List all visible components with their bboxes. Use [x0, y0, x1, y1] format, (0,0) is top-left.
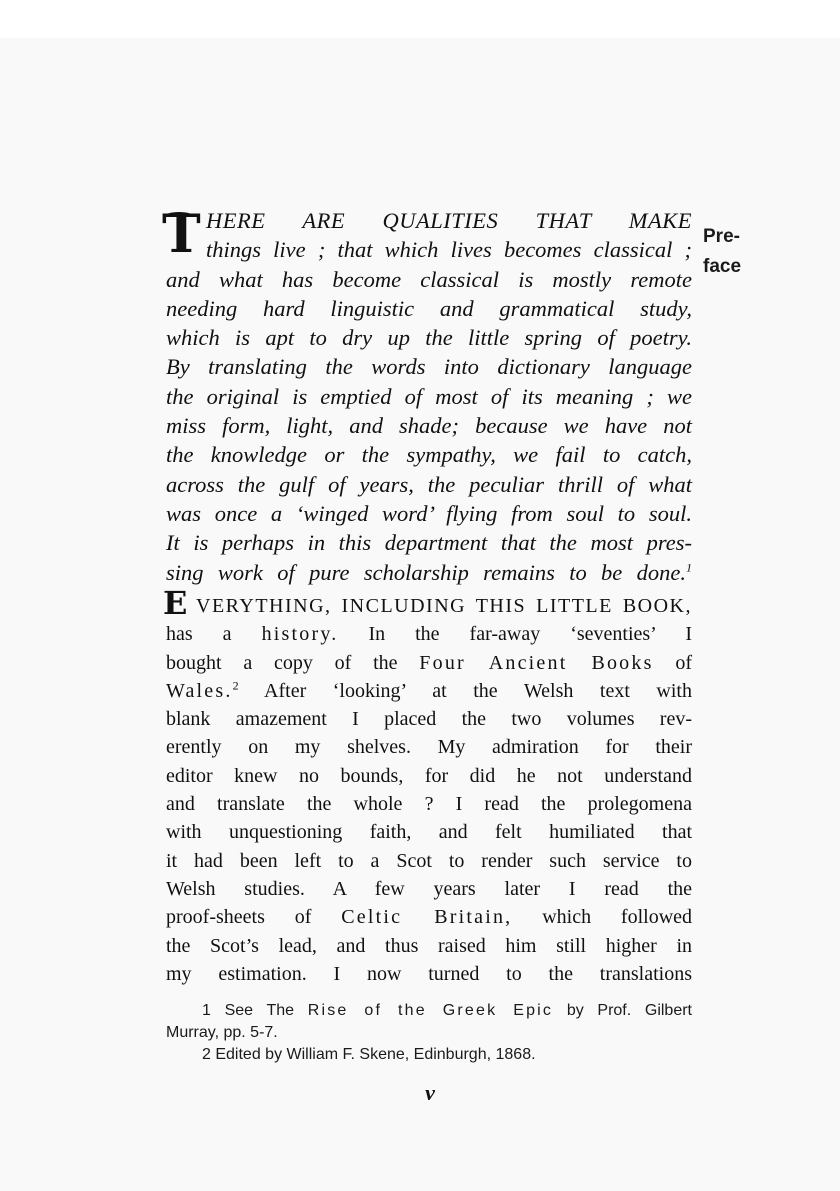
text-span: bought a copy of the	[166, 651, 398, 674]
drop-cap-t: T	[162, 204, 201, 265]
text-span: has a	[166, 623, 232, 646]
body-paragraph	[163, 584, 693, 988]
body-line: editor knew no bounds, for did he not understand	[166, 764, 692, 787]
intro-line: was once a ‘winged word’ flying from soul to soul.	[166, 500, 692, 526]
book-title-spaced: Rise of the Greek Epic	[307, 1002, 554, 1019]
footnotes	[166, 1000, 692, 1066]
footnote-number: 2	[202, 1046, 211, 1063]
footnote-ref-2: 2	[232, 678, 239, 693]
intro-line: It is perhaps in this department that the most pres-	[166, 530, 692, 556]
intro-line: miss form, light, and shade; because we have not	[166, 413, 692, 439]
book-title-spaced: Celtic Britain,	[341, 906, 513, 929]
footnote-1-continued: Murray, pp. 5-7.	[166, 1024, 278, 1041]
intro-line: and what has become classical is mostly remote	[166, 266, 692, 292]
margin-heading-line: face	[703, 256, 742, 277]
body-line: with unquestioning faith, and felt humiliated that	[166, 821, 692, 844]
text-span: In the far-away ‘seventies’ I	[368, 623, 693, 646]
intro-line: things live ; that which lives becomes classical ;	[206, 237, 692, 263]
footnote-number: 1	[202, 1002, 211, 1019]
footnote-1	[166, 1000, 692, 1022]
body-line	[166, 649, 692, 677]
body-line: blank amazement I placed the two volumes rev-	[166, 708, 692, 731]
body-line	[166, 903, 692, 931]
book-title-spaced: Wales.	[166, 679, 233, 702]
body-line: and translate the whole ? I read the prolegomena	[166, 793, 692, 816]
spaced-word: history.	[261, 623, 339, 646]
intro-line: HERE ARE QUALITIES THAT MAKE	[206, 208, 692, 233]
body-line: VERYTHING, INCLUDING THIS LITTLE BOOK,	[196, 595, 692, 617]
text-span: of	[675, 651, 693, 674]
intro-last-line	[166, 558, 692, 587]
body-line: erently on my shelves. My admiration for their	[166, 736, 692, 759]
body-line: it had been left to a Scot to render such service to	[166, 849, 692, 872]
body-line	[166, 620, 692, 648]
book-title-spaced: Four Ancient Books	[419, 651, 654, 674]
text-span: See The	[224, 1002, 295, 1019]
intro-line: the original is emptied of most of its meaning ; we	[166, 383, 692, 409]
margin-heading-line: Pre-	[703, 226, 740, 247]
intro-line: sing work of pure scholarship remains to be done.	[166, 559, 686, 585]
margin-heading	[703, 222, 763, 282]
text-span: After ‘looking’ at the Welsh text with	[264, 679, 692, 702]
intro-line: needing hard linguistic and grammatical study,	[166, 295, 692, 321]
body-line: my estimation. I now turned to the translations	[166, 962, 692, 985]
intro-paragraph	[162, 204, 692, 587]
intro-line: across the gulf of years, the peculiar thrill of what	[166, 471, 692, 497]
intro-line: By translating the words into dictionary language	[166, 354, 692, 380]
text-span: by Prof. Gilbert	[566, 1002, 692, 1019]
text-span: Edited by William F. Skene, Edinburgh, 1868.	[215, 1046, 536, 1063]
drop-cap-e: E	[163, 584, 188, 622]
intro-line: the knowledge or the sympathy, we fail to catch,	[166, 442, 692, 468]
footnote-ref-1: 1	[686, 560, 692, 575]
text-span: proof-sheets of	[166, 906, 312, 929]
text-span: which followed	[542, 906, 693, 929]
body-line	[166, 677, 692, 705]
footnote-2	[166, 1044, 692, 1066]
intro-line: which is apt to dry up the little spring of poetry.	[166, 325, 692, 351]
body-line: Welsh studies. A few years later I read the	[166, 877, 692, 900]
page-number: v	[425, 1080, 435, 1105]
body-line: the Scot’s lead, and thus raised him still higher in	[166, 934, 692, 957]
